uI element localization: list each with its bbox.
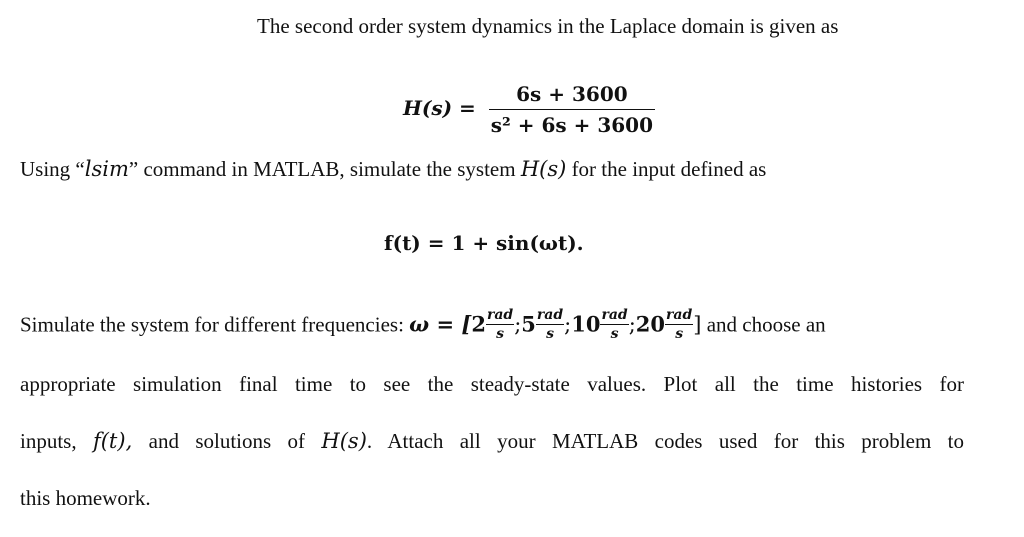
transfer-function-numerator: 6s + 3600 — [489, 82, 655, 110]
frequency-value: 2 — [471, 311, 486, 337]
paragraph-ft: f(t), — [92, 429, 133, 453]
lsim-middle: ” command in MATLAB, simulate the system — [128, 157, 521, 181]
frequency-prefix: Simulate the system for different frequencies: — [20, 312, 410, 337]
separator: ; — [564, 312, 572, 337]
paragraph-line-2-c: . Attach all your MATLAB codes used for this problem to — [366, 429, 964, 453]
lsim-command: lsim — [84, 157, 129, 181]
paragraph-line-2 — [20, 429, 964, 454]
frequency-value: 5 — [521, 311, 536, 337]
paragraph-line-1: appropriate simulation final time to see the steady-state values. Plot all the time histories for — [20, 372, 964, 396]
frequency-suffix: and choose an — [701, 312, 826, 337]
paragraph-line-3: this homework. — [20, 486, 151, 510]
transfer-function-fraction — [489, 82, 655, 137]
lsim-hs: H(s) — [520, 157, 567, 181]
frequency-value: 20 — [635, 311, 666, 337]
lsim-suffix: for the input defined as — [566, 157, 767, 181]
close-bracket: ] — [693, 312, 702, 337]
unit-fraction: $\frac{\text{rad}}{s}$ — [486, 307, 514, 342]
unit-fraction: $\frac{\text{rad}}{s}$ — [666, 307, 693, 342]
paragraph-line-2-a: inputs, — [20, 429, 93, 453]
input-equation: f(t) = 1 + sin(ωt). — [384, 231, 584, 255]
paragraph-line-2-b: and solutions of — [148, 429, 322, 453]
omega-symbol: ω = [ — [409, 311, 472, 337]
transfer-function-denominator: s² + 6s + 3600 — [490, 113, 654, 137]
transfer-function-lhs: H(s) = — [403, 96, 476, 120]
paragraph-hs: H(s) — [321, 429, 367, 453]
separator: ; — [628, 312, 636, 337]
separator: ; — [514, 312, 522, 337]
lsim-prefix: Using “ — [20, 157, 85, 181]
unit-fraction: $\frac{\text{rad}}{s}$ — [536, 307, 564, 342]
frequency-line — [20, 307, 826, 343]
frequency-value: 10 — [571, 311, 601, 337]
transfer-function-equation — [403, 82, 655, 137]
unit-fraction: $\frac{\text{rad}}{s}$ — [601, 307, 628, 342]
lsim-instruction — [20, 157, 766, 182]
intro-text: The second order system dynamics in the Laplace domain is given as — [257, 14, 839, 38]
